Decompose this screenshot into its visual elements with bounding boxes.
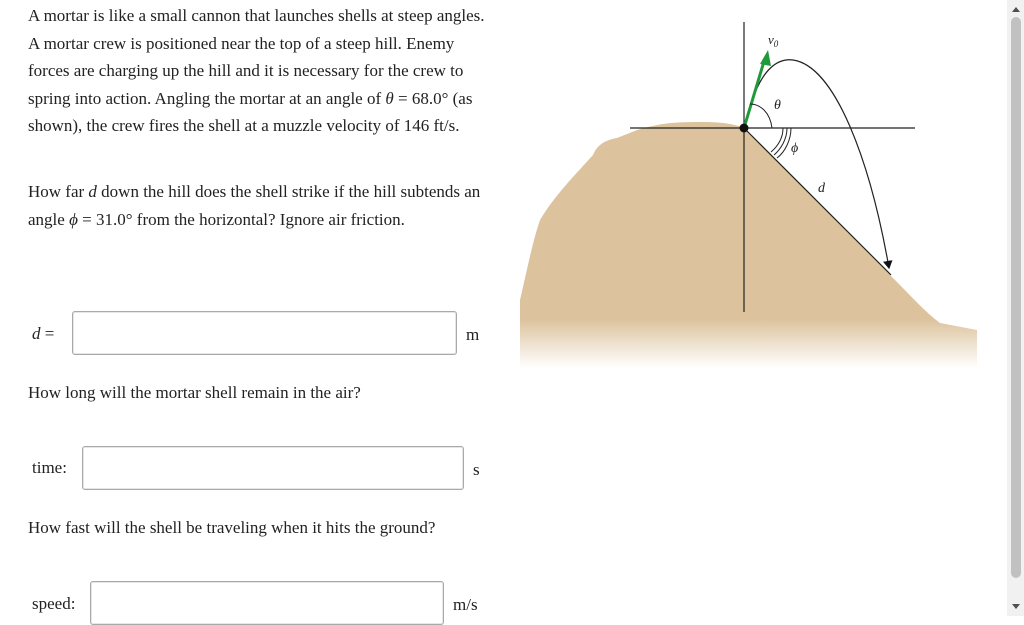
problem-paragraph-1 <box>28 2 498 140</box>
d-symbol: d <box>88 182 97 201</box>
velocity-arrow <box>744 58 765 128</box>
problem-text-2c: = 31.0° from the horizontal? Ignore air friction. <box>77 209 405 229</box>
problem-text-2b: down the hill does the shell strike if the hill subtends an angle <box>28 182 481 229</box>
speed-question: How fast will the shell be traveling when it hits the ground? <box>28 518 436 537</box>
distance-label-var: d <box>32 324 41 343</box>
distance-input[interactable] <box>72 311 457 355</box>
phi-arc-3 <box>771 128 783 152</box>
time-input[interactable] <box>82 446 464 490</box>
problem-paragraph-2 <box>28 178 498 233</box>
problem-text-2a: How far <box>28 182 89 201</box>
mortar-hill-figure <box>515 0 980 372</box>
scroll-down-icon[interactable] <box>1012 604 1020 609</box>
speed-label: speed: <box>32 594 76 613</box>
problem-text-1b: = 68.0° (as shown), the crew fires the shell at a muzzle velocity of 146 ft/s. <box>28 88 473 135</box>
d-label: d <box>818 181 825 196</box>
distance-label <box>32 324 54 344</box>
speed-unit: m/s <box>453 595 478 614</box>
scrollbar-thumb[interactable] <box>1011 17 1021 578</box>
theta-symbol: θ <box>385 88 394 108</box>
launch-point <box>740 124 749 133</box>
theta-label: θ <box>774 98 781 113</box>
theta-arc <box>750 104 772 128</box>
vertical-scrollbar[interactable] <box>1007 0 1024 616</box>
problem-text-1a: A mortar is like a small cannon that launches shells at steep angles. A mortar crew is positioned near the top of a steep hill. Enemy forces are charging up the hill and it is necessary for the crew to spring into action. Angling the mortar at an angle of <box>28 6 485 108</box>
speed-input[interactable] <box>90 581 444 625</box>
velocity-arrowhead <box>760 50 771 66</box>
phi-arc-2 <box>774 128 787 155</box>
hill-shape <box>520 122 977 368</box>
time-label: time: <box>32 458 67 477</box>
scroll-up-icon[interactable] <box>1012 7 1020 12</box>
phi-symbol: ϕ <box>69 209 78 229</box>
time-question: How long will the mortar shell remain in the air? <box>28 383 361 402</box>
phi-label: ϕ <box>791 141 799 156</box>
distance-label-eq: = <box>40 324 55 343</box>
time-unit: s <box>473 460 480 479</box>
v0-label: $v_0$ <box>768 32 779 49</box>
distance-unit: m <box>466 325 480 344</box>
